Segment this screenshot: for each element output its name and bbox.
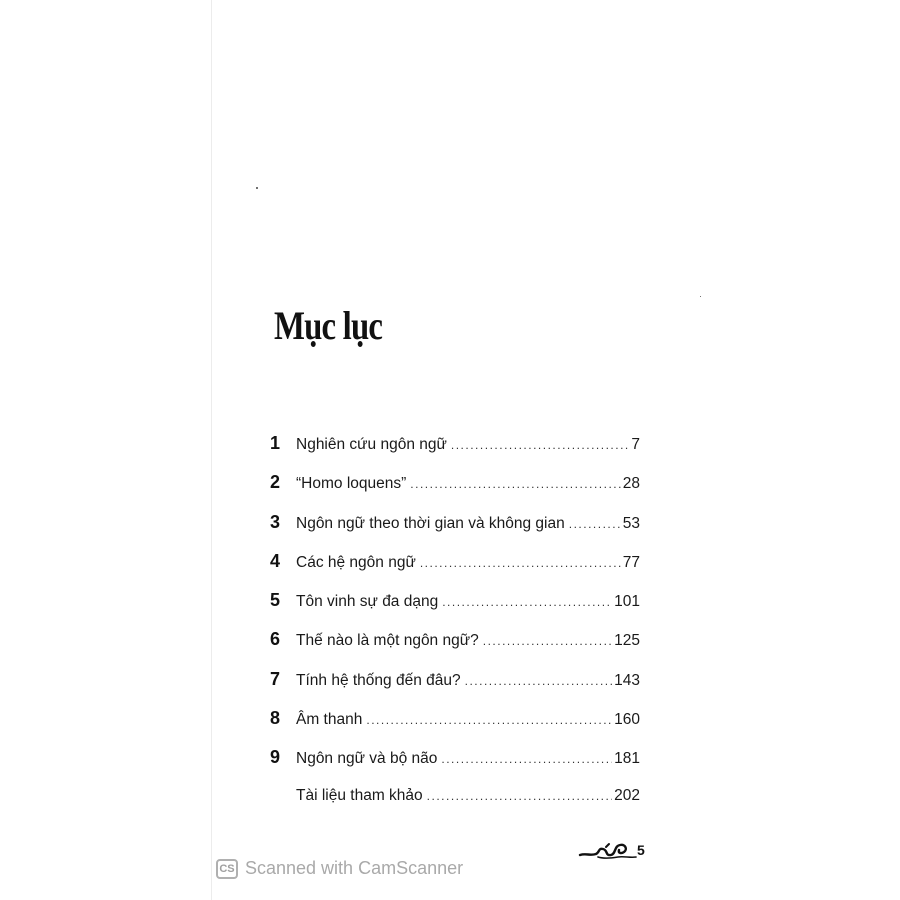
toc-entry-page: 143 [614, 671, 640, 689]
toc-entry-page: 28 [622, 475, 640, 493]
toc-entry-number: 6 [270, 629, 281, 650]
toc-entry [270, 512, 640, 551]
table-of-contents [270, 433, 640, 826]
toc-entry [270, 629, 640, 668]
scan-speck [256, 187, 258, 189]
toc-entry-page: 53 [622, 514, 640, 532]
toc-entry-number: 9 [270, 747, 281, 768]
scribble-ornament-icon [578, 836, 640, 862]
camscanner-logo-icon: CS [216, 859, 238, 879]
toc-entry [270, 708, 640, 747]
toc-entry-page: 77 [622, 553, 640, 571]
toc-entry [270, 787, 640, 826]
toc-entry-number: 7 [270, 668, 281, 689]
toc-entry-label: “Homo loquens” [296, 475, 407, 493]
toc-leader-dots [442, 595, 612, 609]
toc-entry [270, 472, 640, 511]
toc-leader-dots [451, 438, 629, 452]
toc-leader-dots [410, 477, 620, 491]
toc-entry [270, 669, 640, 708]
toc-entry-number: 5 [270, 590, 281, 611]
toc-entry-page: 125 [614, 632, 640, 650]
toc-entry [270, 590, 640, 629]
toc-entry [270, 551, 640, 590]
toc-entry [270, 747, 640, 786]
toc-entry-number: 2 [270, 472, 281, 493]
page-edge-line [211, 0, 212, 900]
toc-entry-page: 7 [631, 436, 640, 453]
scan-speck [700, 296, 701, 297]
toc-entry-label: Nghiên cứu ngôn ngữ [296, 436, 447, 453]
toc-entry-label: Ngôn ngữ và bộ não [296, 750, 438, 768]
toc-leader-dots [427, 789, 612, 803]
toc-entry [270, 433, 640, 472]
scanner-watermark [216, 858, 463, 879]
page-title: Mục lục [274, 303, 383, 348]
toc-entry-page: 101 [614, 593, 640, 611]
toc-entry-number: 8 [270, 708, 281, 729]
toc-entry-label: Tài liệu tham khảo [296, 786, 423, 804]
toc-entry-page: 160 [614, 711, 640, 729]
toc-entry-label: Các hệ ngôn ngữ [296, 553, 416, 571]
toc-entry-number: 1 [270, 433, 281, 453]
toc-entry-page: 181 [614, 750, 640, 768]
toc-entry-label: Thế nào là một ngôn ngữ? [296, 632, 479, 650]
toc-leader-dots [569, 517, 621, 531]
toc-entry-page: 202 [614, 786, 640, 804]
toc-leader-dots [483, 634, 612, 648]
watermark-text: Scanned with CamScanner [245, 858, 464, 878]
toc-entry-label: Tính hệ thống đến đâu? [296, 671, 461, 689]
toc-entry-label: Tôn vinh sự đa dạng [296, 593, 439, 611]
toc-leader-dots [366, 713, 612, 727]
toc-leader-dots [420, 556, 621, 570]
toc-leader-dots [465, 674, 613, 688]
page-number: 5 [637, 842, 645, 858]
toc-entry-label: Âm thanh [296, 711, 363, 729]
toc-leader-dots [441, 752, 612, 766]
toc-entry-number: 4 [270, 550, 281, 571]
toc-entry-number: 3 [270, 511, 281, 532]
toc-entry-label: Ngôn ngữ theo thời gian và không gian [296, 514, 565, 532]
